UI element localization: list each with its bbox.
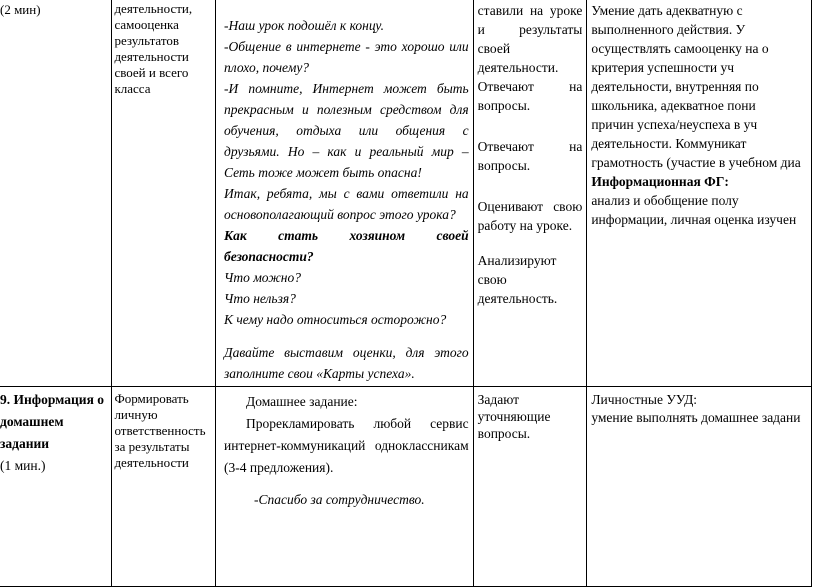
table-row bbox=[0, 387, 812, 587]
teacher-text: -И помните, Интернет может быть прекрасным и полезным средством для обучения, отдыха или общения с друзьями. Но – как и реальный мир – Сеть тоже может быть опасна! bbox=[224, 81, 469, 180]
outcome-line: деятельности, внутренняя по bbox=[591, 79, 759, 94]
goal-line: деятельности bbox=[114, 49, 189, 64]
student-text: Оценивают свою работу на уроке. bbox=[477, 199, 583, 233]
student-text: Анализируют свою деятельность. bbox=[477, 253, 558, 306]
goal-cell bbox=[112, 387, 216, 587]
goal-line: за результаты bbox=[114, 439, 190, 454]
teacher-question: К чему надо относиться осторожно? bbox=[224, 312, 447, 327]
goal-line: деятельности, bbox=[114, 1, 193, 16]
teacher-activity-cell bbox=[216, 387, 474, 587]
goal-line: деятельности bbox=[114, 455, 189, 470]
teacher-question: Что нельзя? bbox=[224, 291, 296, 306]
goal-cell bbox=[112, 0, 216, 387]
outcome-line: информации, личная оценка изучен bbox=[591, 212, 797, 227]
goal-line: самооценка bbox=[114, 17, 179, 32]
stage-cell bbox=[0, 0, 112, 387]
goal-line: результатов bbox=[114, 33, 179, 48]
goal-line: ответственность bbox=[114, 423, 206, 438]
stage-title: задании bbox=[0, 436, 50, 451]
thanks-text: -Спасибо за сотрудничество. bbox=[254, 492, 425, 507]
teacher-question: Что можно? bbox=[224, 270, 301, 285]
outcome-line: умение выполнять домашнее задани bbox=[591, 410, 801, 425]
outcomes-cell bbox=[587, 387, 812, 587]
goal-line: Формировать bbox=[114, 391, 189, 406]
outcome-line: критерия успешности уч bbox=[591, 60, 734, 75]
outcome-line: деятельности. Коммуникат bbox=[591, 136, 747, 151]
student-text: ставили на уроке и результаты своей деятельности. bbox=[477, 3, 583, 75]
goal-line: своей и всего bbox=[114, 65, 189, 80]
teacher-text: Итак, ребята, мы с вами ответили на основополагающий вопрос этого урока? bbox=[224, 186, 469, 222]
teacher-closing: Давайте выставим оценки, для этого заполните свои «Карты успеха». bbox=[224, 345, 469, 381]
teacher-text: -Общение в интернете - это хорошо или плохо, почему? bbox=[224, 39, 469, 75]
teacher-activity-cell bbox=[216, 0, 474, 387]
outcome-line: школьника, адекватное пони bbox=[591, 98, 756, 113]
goal-line: личную bbox=[114, 407, 158, 422]
outcomes-cell bbox=[587, 0, 812, 387]
teacher-text: -Наш урок подошёл к концу. bbox=[224, 18, 384, 33]
stage-title: домашнем bbox=[0, 414, 64, 429]
outcome-line: грамотность (участие в учебном диа bbox=[591, 155, 801, 170]
key-question: Как стать хозяином своей безопасности? bbox=[224, 228, 469, 264]
stage-title: 9. Информация о bbox=[0, 392, 105, 407]
stage-time: (1 мин.) bbox=[0, 458, 46, 473]
student-text: Отвечают на вопросы. bbox=[477, 79, 583, 113]
student-activity-cell bbox=[473, 387, 587, 587]
goal-line: класса bbox=[114, 81, 151, 96]
outcome-line: анализ и обобщение полу bbox=[591, 193, 739, 208]
outcome-line: выполненного действия. У bbox=[591, 22, 746, 37]
student-activity-cell bbox=[473, 0, 587, 387]
outcome-heading: Личностные УУД: bbox=[591, 392, 698, 407]
student-text: Отвечают на вопросы. bbox=[477, 139, 583, 173]
student-text: Задают уточняющие вопросы. bbox=[477, 392, 551, 441]
stage-cell bbox=[0, 387, 112, 587]
homework-title: Домашнее задание: bbox=[246, 394, 358, 409]
outcome-line: причин успеха/неуспеха в уч bbox=[591, 117, 758, 132]
outcome-line: Умение дать адекватную с bbox=[591, 3, 743, 18]
stage-time: (2 мин) bbox=[0, 2, 41, 17]
outcome-line: осуществлять самооценку на о bbox=[591, 41, 769, 56]
outcome-heading: Информационная ФГ: bbox=[591, 174, 729, 189]
homework-text: Прорекламировать любой сервис интернет-коммуникаций одноклассникам (3-4 предложения). bbox=[224, 416, 469, 475]
